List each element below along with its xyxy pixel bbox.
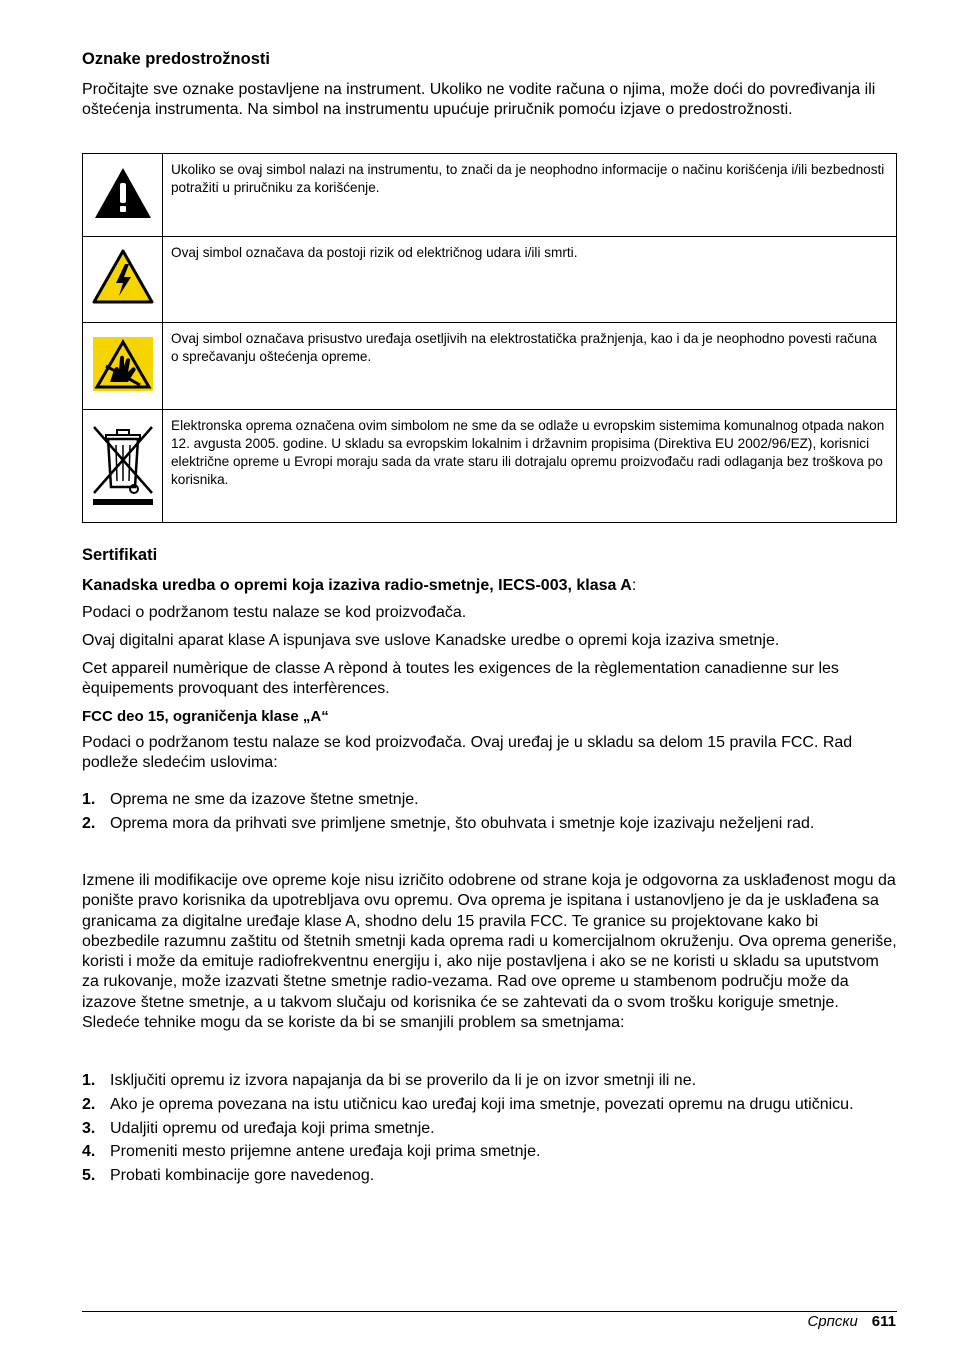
symbol-cell bbox=[83, 410, 163, 523]
list-item bbox=[82, 790, 897, 810]
symbol-cell bbox=[83, 237, 163, 323]
page-footer bbox=[807, 1312, 896, 1332]
canada-paragraph-1: Podaci o podržanom testu nalaze se kod proizvođača. bbox=[82, 604, 467, 621]
page-number: 611 bbox=[871, 1313, 896, 1330]
fcc-conditions-list bbox=[82, 790, 897, 839]
symbol-description: Ukoliko se ovaj simbol nalazi na instrumentu, to znači da je neophodno informacije o načinu korišćenja i/ili bezbednosti potražiti u priručniku za korišćenje. bbox=[163, 154, 897, 237]
symbol-row bbox=[83, 410, 897, 523]
list-item bbox=[82, 1095, 897, 1115]
symbol-description: Ovaj simbol označava prisustvo uređaja osetljivih na elektrostatička pražnjenja, kao i da je neophodno povesti računa o sprečavanju oštećenja opreme. bbox=[163, 323, 897, 410]
list-item-number: 1. bbox=[82, 1072, 96, 1089]
canada-paragraph-3: Cet appareil numèrique de classe A rèpond à toutes les exigences de la règlementation canadienne sur les èquipements provoquant des interfèrences. bbox=[82, 660, 839, 698]
list-item-text: Promeniti mesto prijemne antene uređaja koji prima smetnje. bbox=[110, 1143, 541, 1161]
canada-heading-colon: : bbox=[631, 577, 637, 594]
crossed-bin-icon bbox=[90, 421, 156, 507]
symbol-row bbox=[83, 237, 897, 323]
intro-paragraph: Pročitajte sve oznake postavljene na instrument. Ukoliko ne vodite računa o njima, može doći do povređivanja ili oštećenja instrumenta. Na simbol na instrumentu upućuje priručnik pomoću izjave o predostrožnosti. bbox=[82, 81, 876, 119]
list-item-number: 4. bbox=[82, 1143, 96, 1161]
symbol-row bbox=[83, 323, 897, 410]
symbol-cell bbox=[83, 323, 163, 410]
list-item bbox=[82, 1119, 897, 1139]
canada-paragraph-2: Ovaj digitalni aparat klase A ispunjava sve uslove Kanadske uredbe o opremi koja izaziva smetnje. bbox=[82, 632, 780, 649]
symbol-description: Elektronska oprema označena ovim simbolom ne sme da se odlaže u evropskim sistemima komunalnog otpada nakon 12. avgusta 2005. godine. U skladu sa evropskim lokalnim i državnim propisima (Direktiva EU 2002/96/EZ), korisnici električne opreme u Evropi moraju sada da vrate staru ili dotrajalu opremu proizvođaču radi odlaganja bez troškova po korisnika. bbox=[163, 410, 897, 523]
fcc-heading: FCC deo 15, ograničenja klase „A“ bbox=[82, 708, 329, 725]
list-item-number: 2. bbox=[82, 1095, 96, 1113]
symbols-table bbox=[82, 153, 897, 523]
list-item bbox=[82, 1142, 897, 1162]
list-item-text: Isključiti opremu iz izvora napajanja da bi se proverilo da li je on izvor smetnji ili ne. bbox=[110, 1072, 697, 1089]
list-item-number: 1. bbox=[82, 791, 96, 808]
electrical-hazard-icon bbox=[91, 248, 155, 306]
symbol-row bbox=[83, 154, 897, 237]
list-item bbox=[82, 1166, 897, 1186]
list-item-number: 2. bbox=[82, 815, 96, 833]
list-item-text: Oprema ne sme da izazove štetne smetnje. bbox=[110, 791, 419, 808]
esd-hand-icon bbox=[92, 336, 154, 392]
list-item-text: Oprema mora da prihvati sve primljene smetnje, što obuhvata i smetnje koje izazivaju neželjeni rad. bbox=[110, 815, 815, 833]
list-item bbox=[82, 814, 897, 834]
list-item-text: Probati kombinacije gore navedenog. bbox=[110, 1167, 375, 1185]
section-heading-precautions: Oznake predostrožnosti bbox=[82, 50, 270, 68]
section-heading-certificates: Sertifikati bbox=[82, 546, 158, 564]
list-item-text: Udaljiti opremu od uređaja koji prima smetnje. bbox=[110, 1119, 435, 1137]
list-item bbox=[82, 1071, 897, 1091]
list-item-number: 3. bbox=[82, 1119, 96, 1137]
list-item-number: 5. bbox=[82, 1167, 96, 1185]
symbol-description: Ovaj simbol označava da postoji rizik od električnog udara i/ili smrti. bbox=[163, 237, 897, 323]
warning-triangle-icon bbox=[93, 166, 153, 220]
fcc-paragraph-1: Podaci o podržanom testu nalaze se kod proizvođača. Ovaj uređaj je u skladu sa delom 15 pravila FCC. Rad podleže sledećim uslovima: bbox=[82, 734, 853, 772]
interference-fixes-list bbox=[82, 1071, 897, 1190]
list-item-text: Ako je oprema povezana na istu utičnicu kao uređaj koji ima smetnje, povezati opremu na drugu utičnicu. bbox=[110, 1095, 854, 1113]
footer-divider bbox=[82, 1311, 897, 1312]
canada-heading bbox=[82, 576, 636, 596]
symbol-cell bbox=[83, 154, 163, 237]
fcc-paragraph-2: Izmene ili modifikacije ove opreme koje nisu izričito odobrene od strane koja je odgovorna za usklađenost mogu da ponište pravo korisnika da upotrebljava ovu opremu. Ova oprema je ispitana i ustanovljeno je da je usklađena sa granicama za digitalne uređaje klase A, shodno delu 15 pravila FCC. Te granice su projektovane kako bi obezbedile razumnu zaštitu od štetnih smetnji kada oprema radi u komercijalnom okruženju. Ova oprema generiše, koristi i može da emituje radiofrekventnu energiju i, ako nije postavljena i ako se ne koristi u skladu sa uputstvom za rukovanje, može izazvati štetne smetnje radio-vezama. Rad ove opreme u stambenom području može da izazove štetne smetnje, a u takvom slučaju od korisnika će se zahtevati da o svom trošku koriguje smetnje. Sledeće tehnike mogu da se koriste da bi se smanjili problem sa smetnjama: bbox=[82, 872, 897, 1032]
footer-language: Српски bbox=[807, 1313, 858, 1330]
canada-heading-text: Kanadska uredba o opremi koja izaziva radio-smetnje, IECS-003, klasa A bbox=[82, 577, 632, 594]
